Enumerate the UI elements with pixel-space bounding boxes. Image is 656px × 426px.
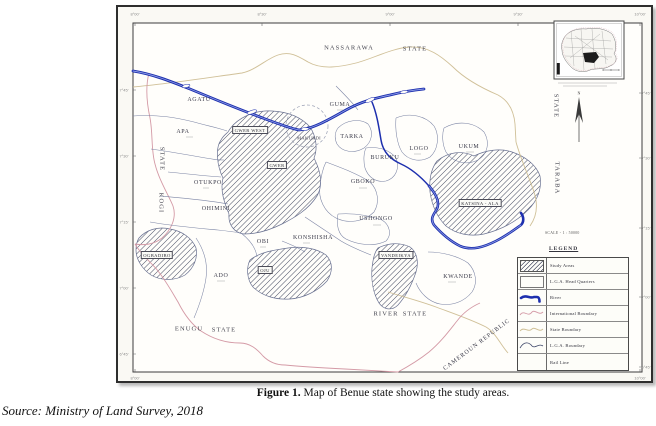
label-taraba-state-word: STATE: [552, 93, 560, 119]
north-label: N: [577, 90, 581, 96]
label-katsina-ala: KATSINA - ALA: [459, 199, 502, 207]
hatch-swatch: [520, 260, 544, 272]
scale-text: SCALE - 1 : 50000: [545, 231, 580, 235]
label-nassarawa: NASSARAWA: [324, 44, 374, 52]
label-ogbadibo: OGBADIBO: [141, 251, 173, 259]
label-enugu: ENUGU: [174, 325, 204, 333]
legend-row-rail-line: [518, 354, 628, 370]
label-agatu: AGATU: [187, 97, 211, 103]
legend-label: L.G.A. Boundary: [550, 343, 586, 348]
figure-caption-label: Figure 1.: [256, 387, 301, 399]
tick-label: 6°45': [119, 351, 129, 357]
legend-label: International Boundary: [550, 311, 598, 316]
tick-label: 7°00': [119, 285, 129, 291]
label-makurdi: MAKURDI: [296, 135, 322, 141]
label-kogi: KOGI: [157, 192, 165, 214]
legend-label: River: [550, 295, 562, 300]
nigeria-inset-map: [554, 21, 624, 86]
legend-row-river: [518, 290, 628, 306]
tick-label: 7°45': [119, 87, 129, 93]
legend-row-lga-boundary: [518, 338, 628, 354]
tick-label: 9°30': [513, 11, 523, 17]
label-guma: GUMA: [329, 102, 351, 108]
legend-box: [517, 257, 629, 371]
label-river: RIVER: [373, 310, 399, 318]
lga-line-swatch: [519, 339, 545, 352]
legend-label: Study Areas: [550, 263, 575, 268]
label-cameroun-republic: CAMEROUN REPUBLIC: [442, 317, 512, 373]
label-kogi-state-word: STATE: [158, 146, 166, 172]
label-oju: OJU: [258, 266, 273, 274]
box-swatch: [520, 276, 544, 288]
label-ohimini: OHIMINI: [201, 206, 231, 212]
label-tarka: TARKA: [340, 134, 364, 140]
river-line-swatch: [519, 291, 545, 304]
legend-label: Rail Line: [550, 359, 570, 365]
label-vandeikya: VANDEIKYA: [378, 251, 413, 259]
label-ado: ADO: [213, 273, 229, 279]
tick-label: 7°30': [641, 155, 651, 161]
label-taraba: TARABA: [553, 161, 561, 195]
state-line-swatch: [519, 323, 545, 336]
tick-label: 7°45': [641, 90, 651, 96]
label-logo: LOGO: [409, 146, 429, 152]
international-line-swatch: [519, 307, 545, 320]
tick-label: 9°00': [385, 11, 395, 17]
legend-label: State Boundary: [550, 327, 582, 332]
legend-swatch-study-areas: [518, 258, 547, 273]
legend-row-lga-headquarters: [518, 274, 628, 290]
figure-caption: [116, 387, 650, 399]
label-buruku: BURUKU: [370, 155, 400, 161]
figure-caption-text: Map of Benue state showing the study areas.: [300, 387, 510, 399]
label-gwer: GWER: [267, 161, 287, 169]
tick-label: 8°00': [130, 375, 140, 381]
label-konshisha: KONSHISHA: [292, 235, 334, 241]
legend-swatch-state-boundary: [518, 322, 547, 337]
label-otukpo: OTUKPO: [194, 180, 222, 186]
legend-swatch-lga-boundary: [518, 338, 547, 353]
label-gboko: GBOKO: [350, 179, 376, 185]
legend-label: L.G.A. Head Quarters: [550, 279, 595, 284]
tick-label: 7°00': [641, 294, 651, 300]
legend-title: LEGEND: [549, 246, 579, 252]
label-ushongo: USHONGO: [359, 216, 393, 222]
legend-row-study-areas: [518, 258, 628, 274]
figure-source: Source: Ministry of Land Survey, 2018: [2, 403, 203, 418]
label-ukum: UKUM: [458, 144, 480, 150]
label-nassarawa-state: STATE: [402, 45, 428, 53]
legend-swatch-international-boundary: [518, 306, 547, 321]
legend-swatch-lga-headquarters: [518, 274, 547, 289]
legend-row-international-boundary: [518, 306, 628, 322]
legend-row-state-boundary: [518, 322, 628, 338]
tick-label: 7°15': [119, 219, 129, 225]
tick-label: 8°30': [257, 11, 267, 17]
tick-label: 6°45': [641, 364, 651, 370]
label-enugu-state: STATE: [211, 326, 237, 334]
label-kwande: KWANDE: [443, 274, 473, 280]
tick-label: 10°00': [634, 375, 646, 381]
tick-label: 7°15': [641, 225, 651, 231]
legend-swatch-rail-line: [518, 354, 547, 370]
tick-label: 7°30': [119, 153, 129, 159]
tick-label: 8°00': [130, 11, 140, 17]
tick-label: 10°00': [634, 11, 646, 17]
label-obi: OBI: [256, 239, 270, 245]
label-gwer-west: GWER WEST: [232, 126, 268, 134]
label-apa: APA: [176, 129, 190, 135]
label-river-state: STATE: [402, 310, 428, 318]
legend-swatch-river: [518, 290, 547, 305]
